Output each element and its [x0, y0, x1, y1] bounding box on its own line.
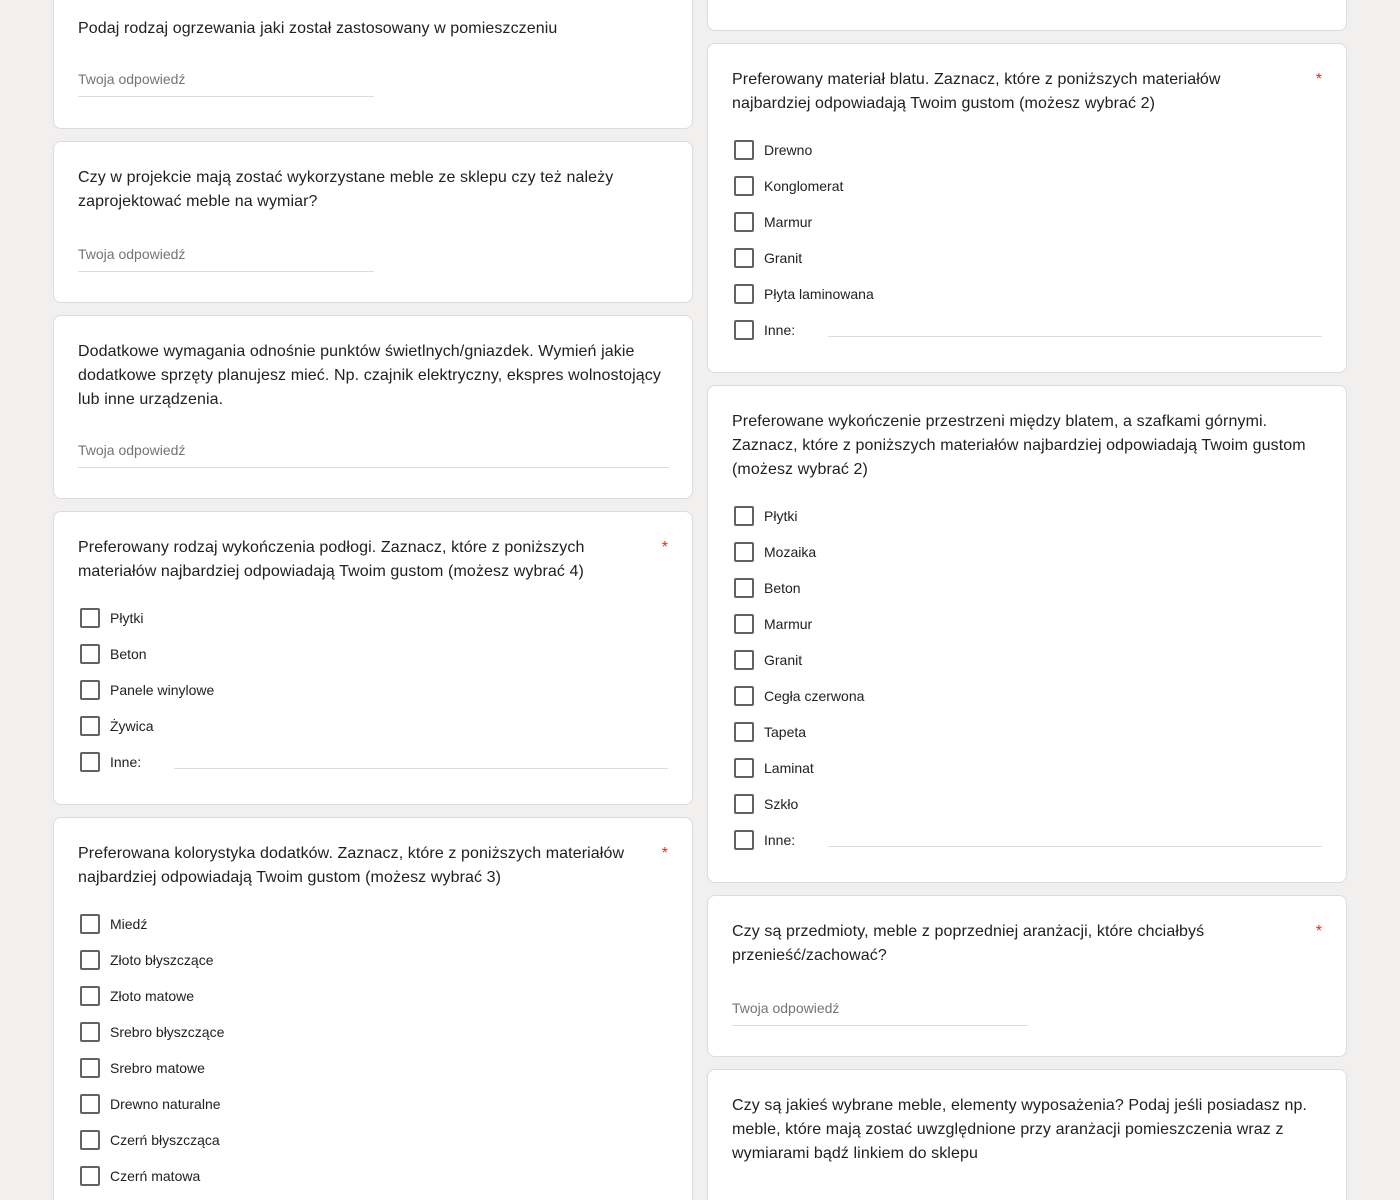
other-input[interactable] — [828, 846, 1322, 847]
checkbox-option[interactable] — [732, 612, 1322, 636]
checkbox-option[interactable] — [78, 606, 668, 630]
question-card-backsplash — [707, 385, 1347, 883]
question-title: Czy są jakieś wybrane meble, elementy wyposażenia? Podaj jeśli posiadasz np. meble, które mają zostać uwzględnione przy aranżacji pomieszczenia wraz z wymiarami bądź linkiem do sklepu — [732, 1097, 1308, 1162]
option-label: Drewno — [764, 142, 813, 158]
question-title: Podaj rodzaj ogrzewania jaki został zastosowany w pomieszczeniu — [78, 20, 558, 37]
option-label: Mozaika — [764, 544, 817, 560]
question-card-colors — [53, 817, 693, 1200]
checkbox[interactable] — [734, 614, 754, 634]
required-asterisk: * — [661, 539, 668, 556]
option-label: Laminat — [764, 760, 814, 776]
checkbox[interactable] — [734, 758, 754, 778]
other-input[interactable] — [828, 336, 1322, 337]
option-label: Granit — [764, 652, 803, 668]
checkbox-option[interactable] — [732, 720, 1322, 744]
option-label: Złoto błyszczące — [110, 952, 214, 968]
question-card-keep-items — [707, 895, 1347, 1057]
question-card-sockets — [53, 315, 693, 499]
checkbox[interactable] — [734, 650, 754, 670]
checkbox-option[interactable] — [732, 138, 1322, 162]
checkbox-option[interactable] — [78, 984, 668, 1008]
checkbox[interactable] — [80, 1130, 100, 1150]
option-label: Granit — [764, 250, 803, 266]
checkbox-option[interactable] — [78, 714, 668, 738]
option-label: Płytki — [764, 508, 798, 524]
question-card-furniture — [53, 141, 693, 303]
checkbox-option[interactable] — [78, 1128, 668, 1152]
required-asterisk: * — [661, 845, 668, 862]
question-title: Preferowany materiał blatu. Zaznacz, które z poniższych materiałów najbardziej odpowiadają Twoim gustom (możesz wybrać 2) — [732, 71, 1221, 112]
required-asterisk: * — [1315, 71, 1322, 88]
option-label: Inne: — [764, 322, 796, 338]
option-label: Panele winylowe — [110, 682, 215, 698]
option-label: Inne: — [764, 832, 796, 848]
answer-input[interactable]: Twoja odpowiedź — [78, 438, 669, 468]
option-label: Srebro błyszczące — [110, 1024, 225, 1040]
checkbox-option-other[interactable] — [732, 318, 1322, 342]
checkbox[interactable] — [80, 716, 100, 736]
checkbox[interactable] — [734, 176, 754, 196]
checkbox[interactable] — [734, 284, 754, 304]
checkbox[interactable] — [80, 680, 100, 700]
question-title: Preferowana kolorystyka dodatków. Zaznacz, które z poniższych materiałów najbardziej odpowiadają Twoim gustom (możesz wybrać 3) — [78, 845, 625, 886]
question-title: Preferowany rodzaj wykończenia podłogi. Zaznacz, które z poniższych materiałów najbardziej odpowiadają Twoim gustom (możesz wybrać 4) — [78, 539, 585, 580]
question-card-previous — [707, 0, 1347, 31]
option-label: Beton — [110, 646, 147, 662]
question-card-heating — [53, 0, 693, 129]
checkbox[interactable] — [734, 722, 754, 742]
checkbox-option[interactable] — [732, 756, 1322, 780]
checkbox-option[interactable] — [78, 912, 668, 936]
checkbox[interactable] — [80, 1166, 100, 1186]
option-label: Drewno naturalne — [110, 1096, 221, 1112]
question-card-floor — [53, 511, 693, 805]
answer-input[interactable]: Twoja odpowiedź — [78, 67, 374, 97]
question-title: Czy w projekcie mają zostać wykorzystane meble ze sklepu czy też należy zaprojektować meble na wymiar? — [78, 169, 614, 210]
option-label: Marmur — [764, 616, 813, 632]
checkbox[interactable] — [734, 830, 754, 850]
checkbox-option[interactable] — [78, 642, 668, 666]
question-title: Preferowane wykończenie przestrzeni między blatem, a szafkami górnymi. Zaznacz, które z poniższych materiałów najbardziej odpowiadają Twoim gustom (możesz wybrać 2) — [732, 413, 1306, 478]
checkbox[interactable] — [734, 320, 754, 340]
checkbox[interactable] — [734, 686, 754, 706]
checkbox-option[interactable] — [732, 576, 1322, 600]
checkbox[interactable] — [734, 212, 754, 232]
checkbox-option-other[interactable] — [732, 828, 1322, 852]
checkbox-option[interactable] — [732, 684, 1322, 708]
answer-input[interactable]: Twoja odpowiedź — [78, 242, 374, 272]
checkbox[interactable] — [734, 506, 754, 526]
checkbox-option[interactable] — [732, 504, 1322, 528]
question-title: Dodatkowe wymagania odnośnie punktów świetlnych/gniazdek. Wymień jakie dodatkowe sprzęty planujesz mieć. Np. czajnik elektryczny, ekspres wolnostojący lub inne urządzenia. — [78, 343, 661, 408]
option-label: Złoto matowe — [110, 988, 195, 1004]
option-label: Żywica — [110, 718, 154, 734]
question-card-selected-items — [707, 1069, 1347, 1200]
checkbox[interactable] — [80, 1022, 100, 1042]
checkbox-option[interactable] — [732, 540, 1322, 564]
checkbox[interactable] — [734, 542, 754, 562]
option-label: Inne: — [110, 754, 142, 770]
checkbox-option[interactable] — [732, 210, 1322, 234]
checkbox-option[interactable] — [732, 792, 1322, 816]
checkbox-option[interactable] — [78, 1164, 668, 1188]
checkbox[interactable] — [80, 914, 100, 934]
checkbox[interactable] — [80, 950, 100, 970]
checkbox-option[interactable] — [78, 678, 668, 702]
question-title: Czy są przedmioty, meble z poprzedniej aranżacji, które chciałbyś przenieść/zachować? — [732, 923, 1205, 964]
checkbox-option[interactable] — [732, 174, 1322, 198]
checkbox-option[interactable] — [732, 648, 1322, 672]
option-label: Płyta laminowana — [764, 286, 874, 302]
checkbox-option[interactable] — [78, 1020, 668, 1044]
checkbox-option-other[interactable] — [78, 750, 668, 774]
checkbox[interactable] — [80, 644, 100, 664]
checkbox[interactable] — [80, 1094, 100, 1114]
checkbox-option[interactable] — [78, 1056, 668, 1080]
option-label: Marmur — [764, 214, 813, 230]
option-label: Czerń matowa — [110, 1168, 201, 1184]
checkbox[interactable] — [734, 140, 754, 160]
checkbox[interactable] — [80, 608, 100, 628]
checkbox-option[interactable] — [732, 246, 1322, 270]
checkbox[interactable] — [80, 986, 100, 1006]
checkbox[interactable] — [80, 1058, 100, 1078]
checkbox[interactable] — [734, 248, 754, 268]
option-label: Konglomerat — [764, 178, 844, 194]
option-label: Czerń błyszcząca — [110, 1132, 220, 1148]
option-label: Cegła czerwona — [764, 688, 865, 704]
option-label: Miedź — [110, 916, 148, 932]
checkbox-option[interactable] — [732, 282, 1322, 306]
checkbox[interactable] — [80, 752, 100, 772]
checkbox[interactable] — [734, 794, 754, 814]
option-label: Beton — [764, 580, 801, 596]
checkbox-option[interactable] — [78, 948, 668, 972]
question-card-countertop — [707, 43, 1347, 373]
required-asterisk: * — [1315, 923, 1322, 940]
option-label: Płytki — [110, 610, 144, 626]
option-label: Tapeta — [764, 724, 807, 740]
checkbox[interactable] — [734, 578, 754, 598]
checkbox-option[interactable] — [78, 1092, 668, 1116]
answer-input[interactable]: Twoja odpowiedź — [732, 996, 1028, 1026]
option-label: Szkło — [764, 796, 799, 812]
option-label: Srebro matowe — [110, 1060, 205, 1076]
other-input[interactable] — [174, 768, 668, 769]
